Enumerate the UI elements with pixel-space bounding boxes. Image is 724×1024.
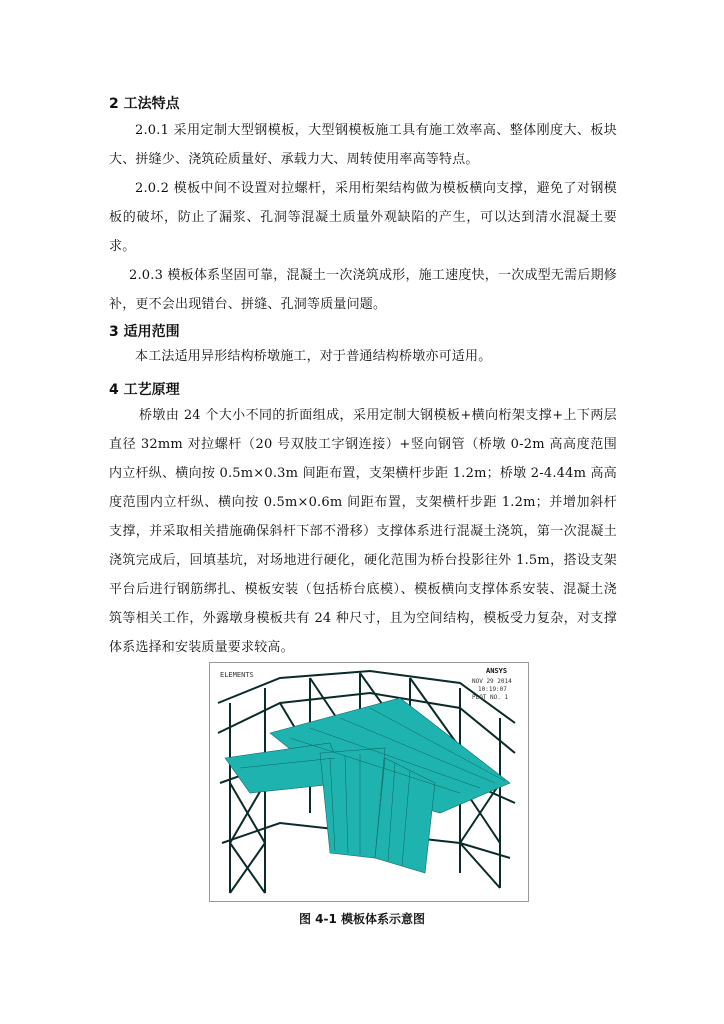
figure-label-time: 10:19:07 <box>478 686 507 693</box>
section-heading-2: 2 工法特点 <box>109 96 180 112</box>
paragraph-2-0-3: 2.0.3 模板体系坚固可靠，混凝土一次浇筑成形，施工速度快，一次成型无需后期修补，更不会出现错台、拼缝、孔洞等质量问题。 <box>109 268 617 312</box>
section-heading-4: 4 工艺原理 <box>109 382 180 398</box>
paragraph-2-0-2: 2.0.2 模板中间不设置对拉螺杆，采用桁架结构做为模板横向支撑，避免了对钢模板的破坏，防止了漏浆、孔洞等混凝土质量外观缺陷的产生，可以达到清水混凝土要求。 <box>109 181 617 254</box>
figure-label-date: NOV 29 2014 <box>472 678 512 685</box>
figure-label-plot: PLOT NO. 1 <box>472 694 509 701</box>
figure-caption: 图 4-1 模板体系示意图 <box>298 912 426 926</box>
figure-label-left: ELEMENTS <box>220 671 254 679</box>
paragraph-scope: 本工法适用异形结构桥墩施工，对于普通结构桥墩亦可适用。 <box>135 349 492 364</box>
formwork-model-illustration <box>210 663 528 901</box>
figure-label-brand: ANSYS <box>486 667 508 675</box>
section-heading-3: 3 适用范围 <box>109 324 180 340</box>
paragraph-principle: 桥墩由 24 个大小不同的折面组成，采用定制大钢模板+横向桁架支撑+上下两层直径 32mm 对拉螺杆（20 号双肢工字钢连接）+竖向钢管（桥墩 0-2m 高高度范围内立杆纵、横向按 0.5m×0.3m 间距布置，支架横杆步距 1.2m；桥墩 2-4.44m 高高度范围内立杆纵、横向按 0.5m×0.6m 间距布置，支架横杆步距 1.2m；并增加斜杆支撑，并采取相关措施确保斜杆下部不滑移）支撑体系进行混凝土浇筑，第一次混凝土浇筑完成后，回填基坑，对场地进行硬化，硬化范围为桥台投影往外 1.5m，搭设支架平台后进行钢筋绑扎、模板安装（包括桥台底模）、模板横向支撑体系安装、混凝土浇筑等相关工作，外露墩身模板共有 24 种尺寸，且为空间结构，模板受力复杂，对支撑体系选择和安装质量要求较高。 <box>109 408 617 655</box>
paragraph-2-0-1: 2.0.1 采用定制大型钢模板，大型钢模板施工具有施工效率高、整体刚度大、板块大、拼缝少、浇筑砼质量好、承载力大、周转使用率高等特点。 <box>109 123 617 167</box>
formwork-figure <box>209 662 529 902</box>
